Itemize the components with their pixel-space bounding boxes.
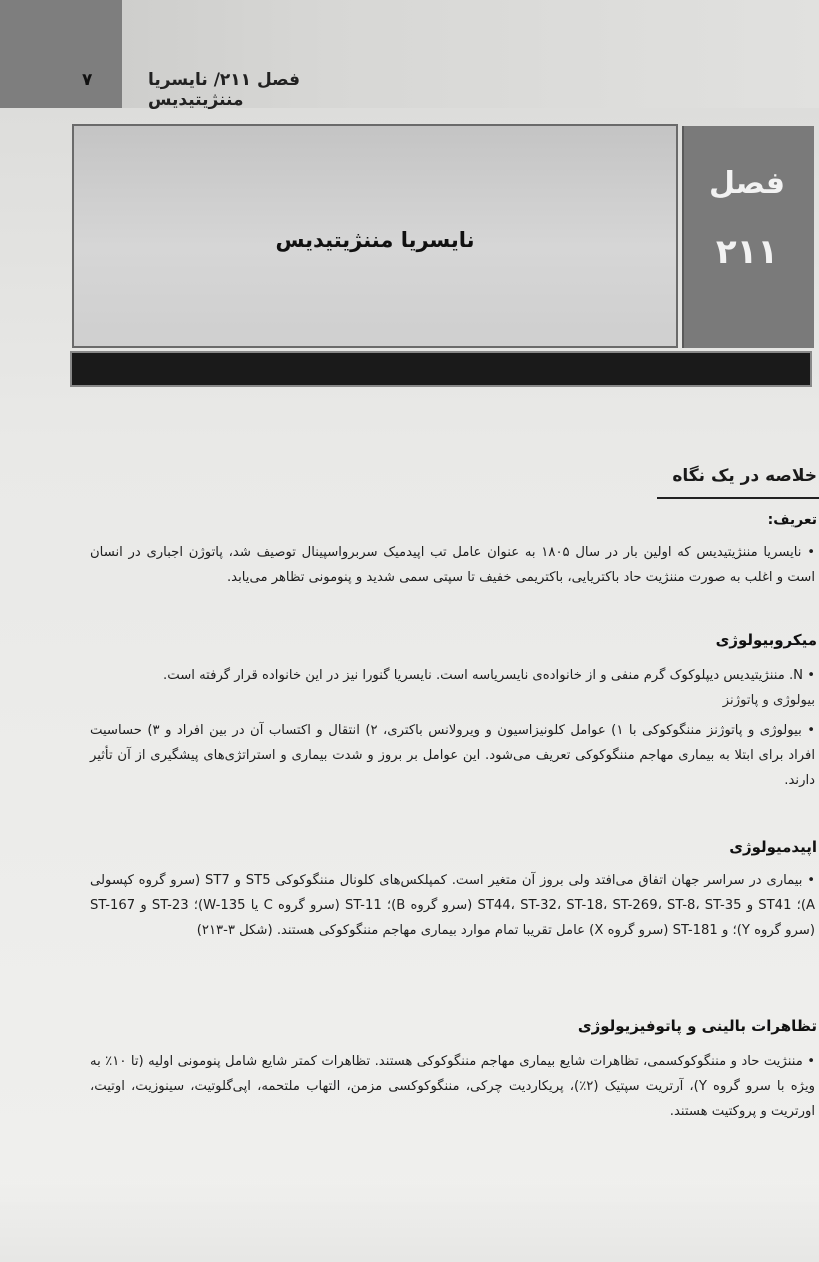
page-bottom-shade [0,1180,819,1262]
microbiology-heading: میکروبیولوژی [715,631,817,649]
page-corner-block [0,0,122,108]
chapter-label: فصل [709,166,785,201]
summary-heading: خلاصه در یک نگاه [672,466,817,486]
clinical-heading: تظاهرات بالینی و پاتوفیزیولوژی [577,1017,817,1035]
microbiology-paragraph-2: • بیولوژی و پاتوژنز مننگوکوکی با ۱) عوامل کلونیزاسیون و ویرولانس باکتری، ۲) انتقال و اکتساب آن در بین افراد و ۳) حساسیت افراد برای ابتلا به بیماری مهاجم مننگوکوکی تعریف می‌شود. این عوامل بر بروز و شدت بیماری و استراتژی‌های پیشگیری از آن تأثیر دارند. [90,723,816,788]
chapter-divider-bar [70,351,812,387]
microbiology-text-2 [90,718,815,793]
microbiology-text-1 [90,663,815,688]
definition-paragraph: • نایسریا مننژیتیدیس که اولین بار در سال ۱۸۰۵ به عنوان عامل تب اپیدمیک سربرواسپینال توصیف شد، پاتوژن اجباری در انسان است و اغلب به صورت مننژیت حاد باکتریایی، باکتریمی خفیف تا سپتی سمی شدید و پنومونی تظاهر می‌یابد. [90,545,815,585]
definition-text [90,540,815,590]
epidemiology-heading: اپیدمیولوژی [729,838,817,856]
epidemiology-paragraph: • بیماری در سراسر جهان اتفاق می‌افتد ولی بروز آن متغیر است. کمپلکس‌های کلونال مننگوکوکی ST5 و ST7 (سرو گروه کپسولی A)؛ ST41 و ST44، ST-32، ST-18، ST-269، ST-8، ST-35 (سرو گروه B)؛ ST-11 (سرو گروه C یا W-135)؛ ST-23 و ST-167 (سرو گروه Y)؛ و ST-181 (سرو گروه X) عامل تقریبا تمام موارد بیماری مهاجم مننگوکوکی هستند. (شکل ۳-۲۱۳) [90,873,815,938]
biology-subheading: بیولوژی و پاتوژنز [722,693,815,708]
summary-underline [657,497,819,499]
header-band [0,0,819,108]
chapter-title: نایسریا مننژیتیدیس [275,228,475,252]
clinical-text [90,1049,815,1124]
clinical-paragraph: • مننژیت حاد و مننگوکوکسمی، تظاهرات شایع بیماری مهاجم مننگوکوکی هستند. تظاهرات کمتر شایع شامل پنومونی اولیه (تا ۱۰٪ به ویژه با سرو گروه Y)، آرتریت سپتیک (۲٪)، پریکاردیت چرکی، مننگوکوکسی مزمن، التهاب ملتحمه، اپی‌گلوتیت، سینوزیت، اوتیت، اورتریت و پروکتیت هستند. [90,1054,815,1119]
definition-heading: تعریف: [767,512,817,528]
epidemiology-text [90,868,815,943]
page-number: ۷ [82,70,93,90]
microbiology-paragraph-1: • N. مننژیتیدیس دیپلوکوک گرم منفی و از خانواده‌ی نایسریاسه است. نایسریا گنورا نیز در این خانواده قرار گرفته است. [163,668,815,683]
running-title: فصل ۲۱۱/ نایسریا مننژیتیدیس [148,70,301,110]
chapter-number: ۲۱۱ [715,232,779,272]
